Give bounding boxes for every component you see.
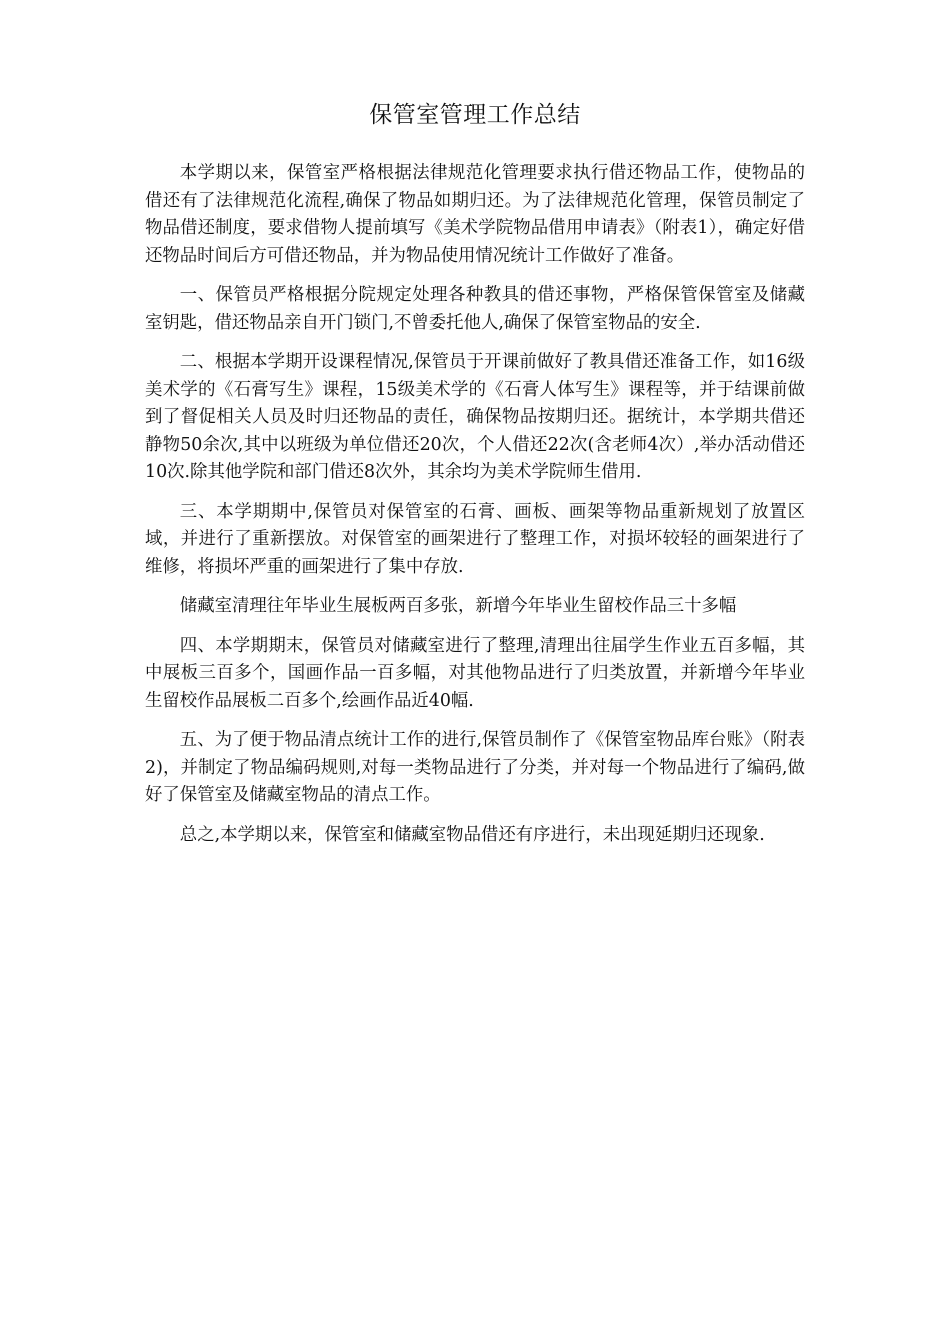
document-title: 保管室管理工作总结 (369, 102, 581, 128)
paragraph-item-3: 三、本学期期中,保管员对保管室的石膏、画板、画架等物品重新规划了放置区域，并进行了重新摆放。对保管室的画架进行了整理工作，对损坏较轻的画架进行了维修，将损坏严重的画架进行了集中存放. (145, 501, 805, 577)
paragraph-item-4: 四、本学期期末，保管员对储藏室进行了整理,清理出往届学生作业五百多幅，其中展板三百多个，国画作品一百多幅，对其他物品进行了归类放置，并新增今年毕业生留校作品展板二百多个,绘画作品近40幅. (145, 635, 805, 711)
paragraph-item-1: 一、保管员严格根据分院规定处理各种教具的借还事物，严格保管保管室及储藏室钥匙，借还物品亲自开门锁门,不曾委托他人,确保了保管室物品的安全. (145, 285, 805, 333)
paragraph-item-2: 二、根据本学期开设课程情况,保管员于开课前做好了教具借还准备工作，如16级美术学的《石膏写生》课程，15级美术学的《石膏人体写生》课程等，并于结课前做到了督促相关人员及时归还物品的责任，确保物品按期归还。据统计，本学期共借还静物50余次,其中以班级为单位借还20次，个人借还22次(含老师4次）,举办活动借还10次.除其他学院和部门借还8次外，其余均为美术学院师生借用. (145, 352, 805, 482)
paragraph-item-5: 五、为了便于物品清点统计工作的进行,保管员制作了《保管室物品库台账》（附表2)，并制定了物品编码规则,对每一类物品进行了分类，并对每一个物品进行了编码,做好了保管室及储藏室物品的清点工作。 (145, 730, 805, 805)
document-body (145, 160, 805, 861)
paragraph-intro: 本学期以来，保管室严格根据法律规范化管理要求执行借还物品工作，使物品的借还有了法律规范化流程,确保了物品如期归还。为了法律规范化管理，保管员制定了物品借还制度，要求借物人提前填写《美术学院物品借用申请表》（附表1），确定好借还物品时间后方可借还物品，并为物品使用情况统计工作做好了准备。 (145, 163, 805, 266)
paragraph-storage-note: 储藏室清理往年毕业生展板两百多张，新增今年毕业生留校作品三十多幅 (179, 596, 737, 616)
paragraph-conclusion: 总之,本学期以来，保管室和储藏室物品借还有序进行，未出现延期归还现象. (179, 824, 765, 845)
